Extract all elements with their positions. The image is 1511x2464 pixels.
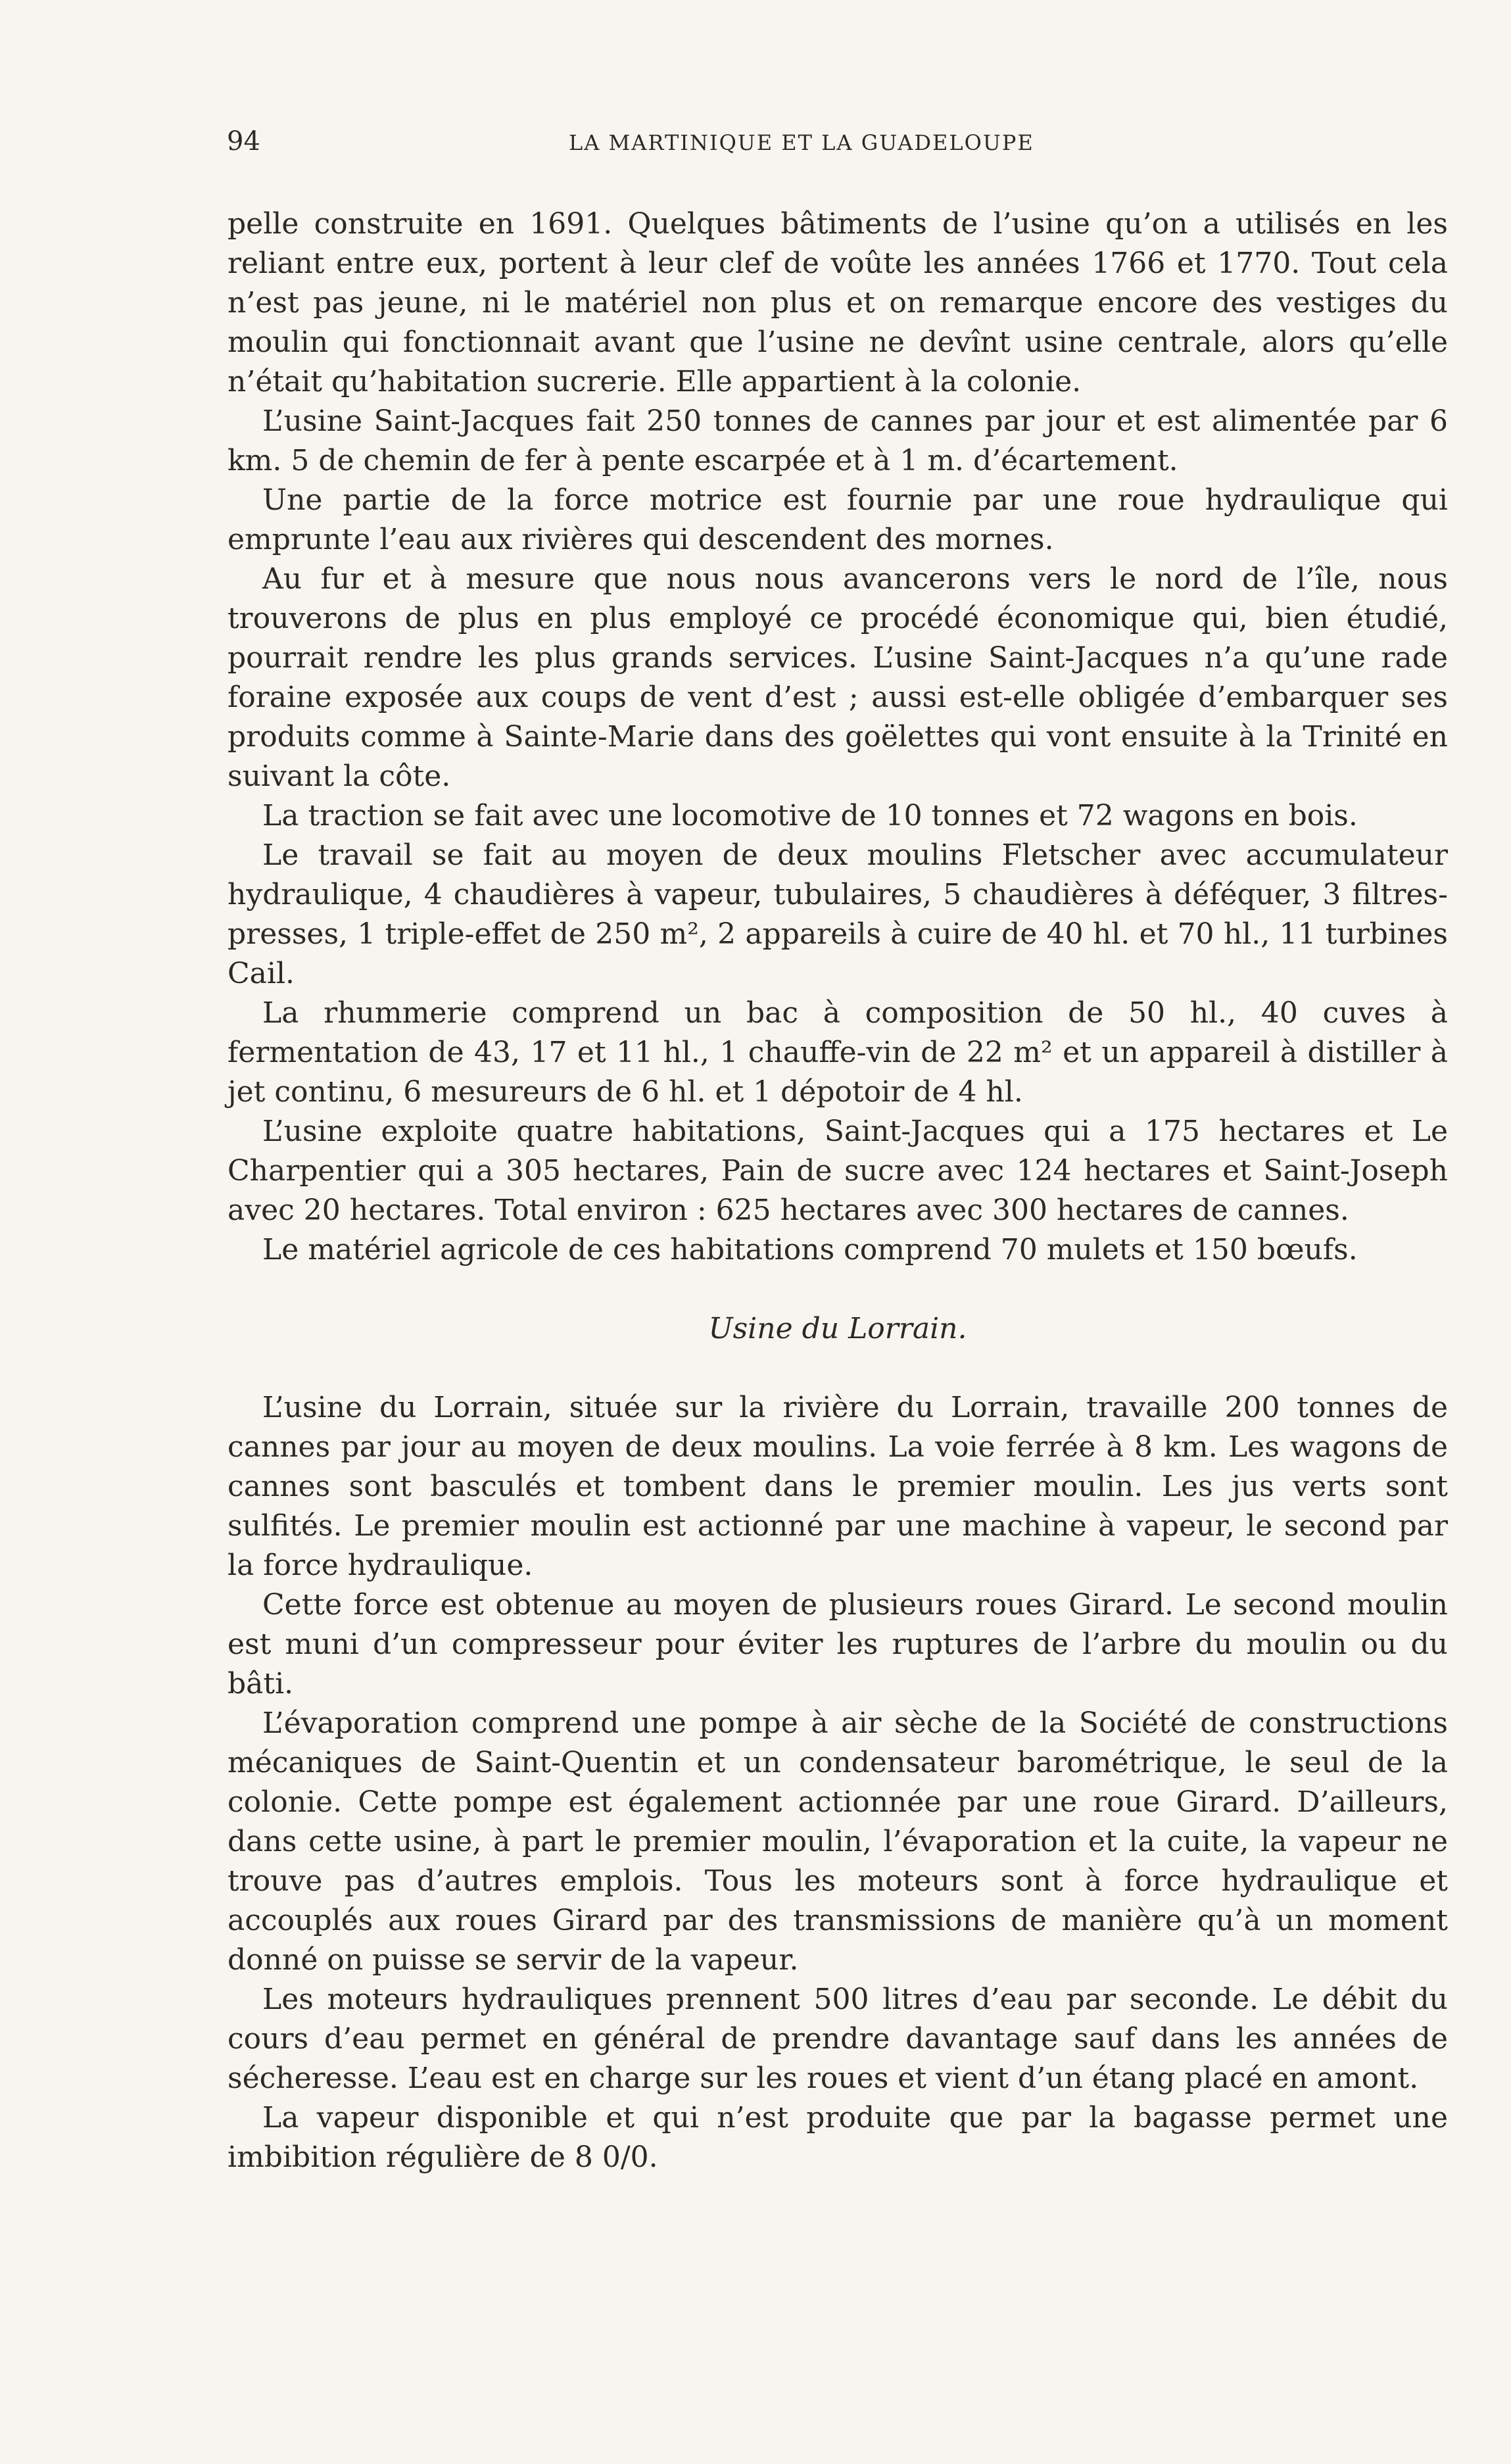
- body-text: [228, 205, 1448, 2177]
- section-title: Usine du Lorrain.: [708, 1312, 967, 1345]
- paragraph: Les moteurs hydrauliques prennent 500 litres d’eau par seconde. Le débit du cours d’eau permet en général de prendre davantage sauf dans les années de sécheresse. L’eau est en charge sur les roues et vient d’un étang placé en amont.: [228, 1983, 1448, 2095]
- paragraph: Cette force est obtenue au moyen de plusieurs roues Girard. Le second moulin est muni d’un compresseur pour éviter les ruptures de l’arbre du moulin ou du bâti.: [228, 1588, 1448, 1701]
- paragraph: Le matériel agricole de ces habitations comprend 70 mulets et 150 bœufs.: [262, 1233, 1358, 1267]
- paragraph: La rhummerie comprend un bac à composition de 50 hl., 40 cuves à fermentation de 43, 17 et 11 hl., 1 chauffe-vin de 22 m² et un appareil à distiller à jet continu, 6 mesureurs de 6 hl. et 1 dépotoir de 4 hl.: [228, 996, 1448, 1109]
- paragraph: pelle construite en 1691. Quelques bâtiments de l’usine qu’on a utilisés en les reliant entre eux, portent à leur clef de voûte les années 1766 et 1770. Tout cela n’est pas jeune, ni le matériel non plus et on remarque encore des vestiges du moulin qui fonctionnait avant que l’usine ne devînt usine centrale, alors qu’elle n’était qu’habitation sucrerie. Elle appartient à la colonie.: [228, 207, 1448, 399]
- paragraph: L’usine Saint-Jacques fait 250 tonnes de cannes par jour et est alimentée par 6 km. 5 de chemin de fer à pente escarpée et à 1 m. d’écartement.: [228, 404, 1448, 477]
- paragraph: Une partie de la force motrice est fournie par une roue hydraulique qui emprunte l’eau aux rivières qui descendent des mornes.: [228, 483, 1448, 556]
- paragraph: L’usine exploite quatre habitations, Saint-Jacques qui a 175 hectares et Le Charpentier qui a 305 hectares, Pain de sucre avec 124 hectares et Saint-Joseph avec 20 hectares. Total environ : 625 hectares avec 300 hectares de cannes.: [228, 1115, 1448, 1227]
- page-number: 94: [227, 126, 260, 157]
- running-head: [227, 122, 1449, 161]
- paragraph: L’évaporation comprend une pompe à air sèche de la Société de constructions mécaniques de Saint-Quentin et un condensateur barométrique, le seul de la colonie. Cette pompe est également actionnée par une roue Girard. D’ailleurs, dans cette usine, à part le premier moulin, l’évaporation et la cuite, la vapeur ne trouve pas d’autres emplois. Tous les moteurs sont à force hydraulique et accouplés aux roues Girard par des transmissions de manière qu’à un moment donné on puisse se servir de la vapeur.: [228, 1706, 1448, 1977]
- paragraph: Le travail se fait au moyen de deux moulins Fletscher avec accumulateur hydraulique, 4 chaudières à vapeur, tubulaires, 5 chaudières à déféquer, 3 filtres-presses, 1 triple-effet de 250 m², 2 appareils à cuire de 40 hl. et 70 hl., 11 turbines Cail.: [228, 838, 1448, 990]
- paragraph: La vapeur disponible et qui n’est produite que par la bagasse permet une imbibition régulière de 8 0/0.: [228, 2101, 1448, 2174]
- paragraph: La traction se fait avec une locomotive de 10 tonnes et 72 wagons en bois.: [262, 799, 1358, 833]
- running-title: LA MARTINIQUE ET LA GUADELOUPE: [569, 130, 1034, 155]
- paragraph: L’usine du Lorrain, située sur la rivière du Lorrain, travaille 200 tonnes de cannes par jour au moyen de deux moulins. La voie ferrée à 8 km. Les wagons de cannes sont basculés et tombent dans le premier moulin. Les jus verts sont sulfités. Le premier moulin est actionné par une machine à vapeur, le second par la force hydraulique.: [228, 1391, 1448, 1582]
- paragraph: Au fur et à mesure que nous nous avancerons vers le nord de l’île, nous trouverons de plus en plus employé ce procédé économique qui, bien étudié, pourrait rendre les plus grands services. L’usine Saint-Jacques n’a qu’une rade foraine exposée aux coups de vent d’est ; aussi est-elle obligée d’embarquer ses produits comme à Sainte-Marie dans des goëlettes qui vont ensuite à la Trinité en suivant la côte.: [228, 562, 1448, 793]
